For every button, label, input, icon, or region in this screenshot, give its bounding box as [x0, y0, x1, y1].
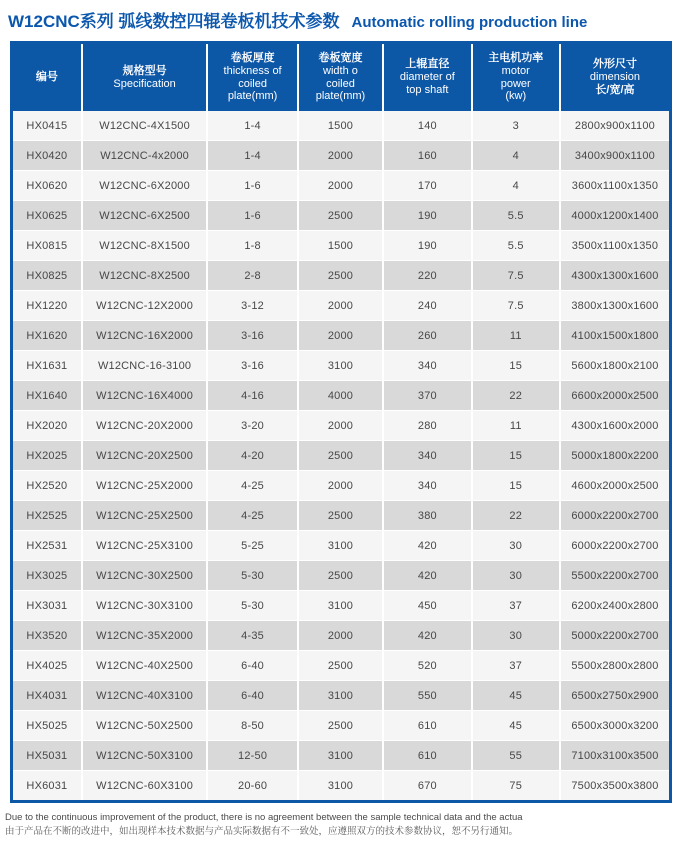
table-row [12, 441, 671, 471]
table-cell: 4000 [298, 381, 383, 411]
table-row [12, 381, 671, 411]
table-cell: 7.5 [472, 261, 560, 291]
column-header-line: Specification [113, 77, 176, 90]
table-row [12, 531, 671, 561]
table-cell: HX0625 [12, 201, 82, 231]
table-cell: 280 [383, 411, 471, 441]
table-row [12, 171, 671, 201]
table-cell: 1-8 [207, 231, 297, 261]
page-title-en: Automatic rolling production line [351, 14, 588, 31]
table-cell: 5-30 [207, 561, 297, 591]
table-cell: 520 [383, 651, 471, 681]
table-cell: 420 [383, 561, 471, 591]
table-cell: 3-12 [207, 291, 297, 321]
column-header-line: dimension [589, 71, 641, 84]
table-cell: 610 [383, 741, 471, 771]
table-cell: 670 [383, 771, 471, 802]
table-cell: 22 [472, 501, 560, 531]
table-cell: 6200x2400x2800 [560, 591, 671, 621]
table-cell: 6000x2200x2700 [560, 501, 671, 531]
table-cell: 340 [383, 471, 471, 501]
column-header-line: width o [323, 64, 358, 77]
table-cell: HX2531 [12, 531, 82, 561]
table-cell: 5.5 [472, 231, 560, 261]
table-cell: 12-50 [207, 741, 297, 771]
column-header-line: 主电机功率 [488, 51, 544, 64]
table-cell: W12CNC-25X2500 [82, 501, 208, 531]
column-header-line: 外形尺寸 [592, 58, 637, 71]
table-cell: 6500x2750x2900 [560, 681, 671, 711]
table-cell: HX1631 [12, 351, 82, 381]
column-header-line: motor [501, 64, 530, 77]
table-row [12, 621, 671, 651]
table-cell: 3-16 [207, 351, 297, 381]
table-cell: 3100 [298, 771, 383, 802]
table-row [12, 141, 671, 171]
column-header-5 [383, 43, 471, 112]
table-cell: 45 [472, 681, 560, 711]
table-cell: 75 [472, 771, 560, 802]
table-cell: 30 [472, 621, 560, 651]
column-header-6 [472, 43, 560, 112]
table-cell: 7.5 [472, 291, 560, 321]
table-cell: W12CNC-6X2500 [82, 201, 208, 231]
table-cell: 160 [383, 141, 471, 171]
table-cell: W12CNC-40X3100 [82, 681, 208, 711]
table-cell: W12CNC-25X3100 [82, 531, 208, 561]
table-cell: HX3025 [12, 561, 82, 591]
table-cell: 2500 [298, 711, 383, 741]
table-cell: 170 [383, 171, 471, 201]
table-cell: HX2525 [12, 501, 82, 531]
table-cell: 190 [383, 201, 471, 231]
table-cell: 4000x1200x1400 [560, 201, 671, 231]
table-cell: 5600x1800x2100 [560, 351, 671, 381]
table-body [12, 111, 671, 802]
table-cell: 30 [472, 531, 560, 561]
column-header-line: thickness of [223, 64, 282, 77]
table-cell: W12CNC-30X2500 [82, 561, 208, 591]
table-cell: 4-25 [207, 501, 297, 531]
table-row [12, 591, 671, 621]
table-cell: 420 [383, 621, 471, 651]
table-cell: 4-35 [207, 621, 297, 651]
table-cell: 2000 [298, 141, 383, 171]
column-header-line: coiled [238, 77, 267, 90]
table-cell: 4300x1300x1600 [560, 261, 671, 291]
table-cell: 6-40 [207, 681, 297, 711]
column-header-line: coiled [326, 77, 355, 90]
table-cell: W12CNC-4x2000 [82, 141, 208, 171]
column-header-line: diameter of [399, 71, 455, 84]
table-cell: W12CNC-35X2000 [82, 621, 208, 651]
table-cell: HX3520 [12, 621, 82, 651]
table-row [12, 681, 671, 711]
table-cell: 3 [472, 111, 560, 141]
table-cell: 5500x2800x2800 [560, 651, 671, 681]
table-cell: 4300x1600x2000 [560, 411, 671, 441]
column-header-line: plate(mm) [315, 90, 366, 103]
table-cell: 340 [383, 441, 471, 471]
table-row [12, 351, 671, 381]
table-cell: W12CNC-16X4000 [82, 381, 208, 411]
table-cell: 3500x1100x1350 [560, 231, 671, 261]
table-cell: 6600x2000x2500 [560, 381, 671, 411]
table-cell: 11 [472, 411, 560, 441]
table-cell: W12CNC-12X2000 [82, 291, 208, 321]
table-cell: HX4031 [12, 681, 82, 711]
column-header-line: 卷板宽度 [318, 51, 363, 64]
table-row [12, 771, 671, 802]
table-row [12, 561, 671, 591]
table-cell: W12CNC-50X3100 [82, 741, 208, 771]
table-cell: 15 [472, 471, 560, 501]
spec-table [10, 41, 672, 803]
table-cell: 2500 [298, 561, 383, 591]
table-row [12, 741, 671, 771]
table-cell: 3800x1300x1600 [560, 291, 671, 321]
table-cell: 3100 [298, 351, 383, 381]
disclaimer-line-zh: 由于产品在不断的改进中，如出现样本技术数据与产品实际数据有不一致处，应遵照双方的技术参数协议，恕不另行通知。 [5, 825, 519, 837]
table-cell: 4600x2000x2500 [560, 471, 671, 501]
table-cell: 260 [383, 321, 471, 351]
table-cell: 2000 [298, 471, 383, 501]
table-cell: 15 [472, 351, 560, 381]
table-cell: 4100x1500x1800 [560, 321, 671, 351]
table-cell: 7500x3500x3800 [560, 771, 671, 802]
table-cell: 20-60 [207, 771, 297, 802]
table-cell: 1-4 [207, 111, 297, 141]
disclaimer [5, 811, 682, 839]
table-cell: 4 [472, 141, 560, 171]
table-cell: 4 [472, 171, 560, 201]
table-cell: 380 [383, 501, 471, 531]
table-cell: HX2025 [12, 441, 82, 471]
column-header-line: 规格型号 [122, 64, 167, 77]
table-cell: 1500 [298, 231, 383, 261]
table-cell: 190 [383, 231, 471, 261]
table-cell: 6-40 [207, 651, 297, 681]
table-row [12, 201, 671, 231]
table-cell: 6500x3000x3200 [560, 711, 671, 741]
table-cell: 3100 [298, 741, 383, 771]
table-cell: HX2520 [12, 471, 82, 501]
table-cell: 3-20 [207, 411, 297, 441]
table-cell: W12CNC-25X2000 [82, 471, 208, 501]
table-cell: HX5031 [12, 741, 82, 771]
table-cell: 2500 [298, 201, 383, 231]
table-cell: 5500x2200x2700 [560, 561, 671, 591]
table-cell: 15 [472, 441, 560, 471]
table-cell: HX1220 [12, 291, 82, 321]
table-cell: W12CNC-50X2500 [82, 711, 208, 741]
table-cell: 5-25 [207, 531, 297, 561]
table-cell: W12CNC-20X2500 [82, 441, 208, 471]
table-cell: W12CNC-20X2000 [82, 411, 208, 441]
table-cell: 550 [383, 681, 471, 711]
table-cell: HX0415 [12, 111, 82, 141]
table-cell: 22 [472, 381, 560, 411]
table-row [12, 471, 671, 501]
table-row [12, 261, 671, 291]
table-cell: W12CNC-4X1500 [82, 111, 208, 141]
table-cell: 1-6 [207, 171, 297, 201]
table-cell: 2500 [298, 261, 383, 291]
table-header [12, 43, 671, 112]
table-row [12, 291, 671, 321]
column-header-1 [12, 43, 82, 112]
table-cell: 5000x2200x2700 [560, 621, 671, 651]
header-row [12, 43, 671, 112]
table-cell: W12CNC-8X1500 [82, 231, 208, 261]
column-header-2 [82, 43, 208, 112]
table-cell: 45 [472, 711, 560, 741]
table-cell: 220 [383, 261, 471, 291]
table-row [12, 231, 671, 261]
column-header-line: 编号 [35, 71, 58, 84]
table-cell: 610 [383, 711, 471, 741]
table-cell: W12CNC-16X2000 [82, 321, 208, 351]
table-cell: 7100x3100x3500 [560, 741, 671, 771]
table-cell: 450 [383, 591, 471, 621]
table-cell: 4-25 [207, 471, 297, 501]
table-cell: 2500 [298, 651, 383, 681]
table-cell: 3600x1100x1350 [560, 171, 671, 201]
table-cell: HX1640 [12, 381, 82, 411]
table-cell: 5.5 [472, 201, 560, 231]
table-row [12, 411, 671, 441]
table-cell: 2500 [298, 441, 383, 471]
table-cell: W12CNC-40X2500 [82, 651, 208, 681]
column-header-3 [207, 43, 297, 112]
table-cell: HX0815 [12, 231, 82, 261]
column-header-line: 卷板厚度 [230, 51, 275, 64]
table-row [12, 501, 671, 531]
table-cell: 3100 [298, 531, 383, 561]
table-cell: 3-16 [207, 321, 297, 351]
table-cell: 3100 [298, 591, 383, 621]
table-row [12, 711, 671, 741]
table-cell: 8-50 [207, 711, 297, 741]
table-cell: 1-4 [207, 141, 297, 171]
table-cell: W12CNC-6X2000 [82, 171, 208, 201]
table-cell: 3400x900x1100 [560, 141, 671, 171]
table-cell: 5-30 [207, 591, 297, 621]
table-cell: 2000 [298, 171, 383, 201]
table-cell: 140 [383, 111, 471, 141]
table-cell: 2000 [298, 321, 383, 351]
table-cell: 2-8 [207, 261, 297, 291]
column-header-line: top shaft [406, 83, 449, 96]
page-title-zh: W12CNC系列 弧线数控四辊卷板机技术参数 [8, 12, 340, 31]
table-cell: 6000x2200x2700 [560, 531, 671, 561]
disclaimer-line-en: Due to the continuous improvement of the product, there is no agreement between the sample technical data and the actua [5, 812, 523, 823]
table-cell: 37 [472, 591, 560, 621]
table-cell: W12CNC-30X3100 [82, 591, 208, 621]
table-cell: HX2020 [12, 411, 82, 441]
table-cell: HX6031 [12, 771, 82, 802]
table-cell: 2800x900x1100 [560, 111, 671, 141]
column-header-line: 长/宽/高 [595, 83, 635, 96]
table-cell: 2500 [298, 501, 383, 531]
table-cell: 2000 [298, 621, 383, 651]
table-cell: 2000 [298, 411, 383, 441]
table-cell: 55 [472, 741, 560, 771]
table-row [12, 321, 671, 351]
column-header-line: power [500, 77, 531, 90]
table-cell: 1-6 [207, 201, 297, 231]
table-cell: 30 [472, 561, 560, 591]
table-cell: HX0620 [12, 171, 82, 201]
table-cell: 11 [472, 321, 560, 351]
table-cell: HX4025 [12, 651, 82, 681]
table-cell: 2000 [298, 291, 383, 321]
table-cell: W12CNC-16-3100 [82, 351, 208, 381]
table-row [12, 111, 671, 141]
table-cell: 420 [383, 531, 471, 561]
table-cell: W12CNC-8X2500 [82, 261, 208, 291]
table-cell: 37 [472, 651, 560, 681]
table-cell: HX5025 [12, 711, 82, 741]
table-cell: 240 [383, 291, 471, 321]
table-cell: 3100 [298, 681, 383, 711]
table-cell: W12CNC-60X3100 [82, 771, 208, 802]
column-header-line: (kw) [505, 90, 527, 103]
column-header-line: 上辊直径 [405, 58, 450, 71]
table-cell: 1500 [298, 111, 383, 141]
table-cell: 4-16 [207, 381, 297, 411]
table-cell: HX0825 [12, 261, 82, 291]
table-cell: HX3031 [12, 591, 82, 621]
column-header-line: plate(mm) [227, 90, 278, 103]
table-cell: HX1620 [12, 321, 82, 351]
column-header-4 [298, 43, 383, 112]
table-cell: 340 [383, 351, 471, 381]
column-header-7 [560, 43, 671, 112]
table-cell: HX0420 [12, 141, 82, 171]
table-cell: 5000x1800x2200 [560, 441, 671, 471]
table-row [12, 651, 671, 681]
table-cell: 4-20 [207, 441, 297, 471]
page-title [0, 0, 682, 32]
table-cell: 370 [383, 381, 471, 411]
